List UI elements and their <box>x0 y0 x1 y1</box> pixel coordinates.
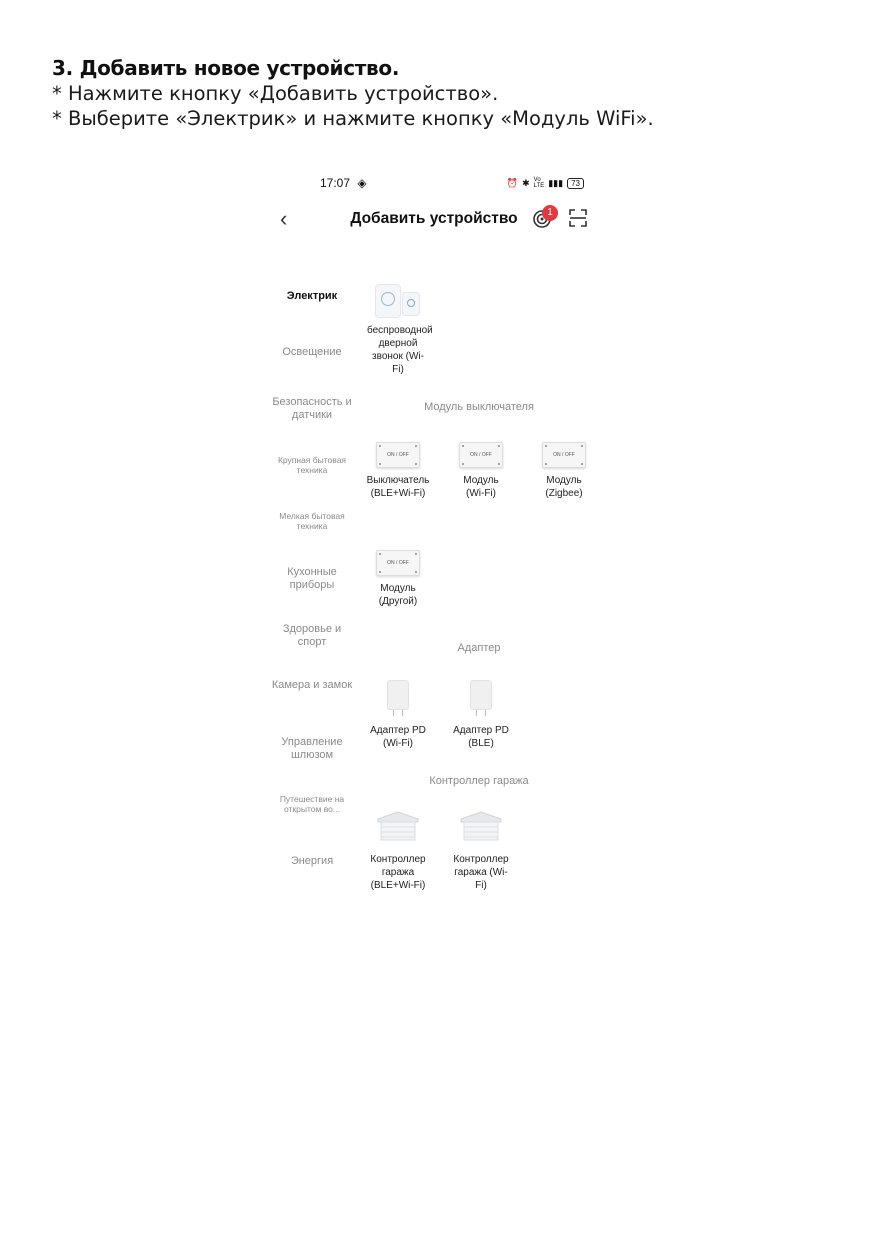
device-adapter-pd-ble[interactable] <box>441 678 521 750</box>
device-switch-ble-wifi[interactable] <box>358 436 438 500</box>
volte-icon: Vo LTE <box>533 177 545 189</box>
sidebar-item-camera[interactable]: Камера и замок <box>271 679 353 691</box>
sidebar-item-gateway[interactable]: Управление шлюзом <box>281 736 343 761</box>
notification-badge: 1 <box>542 205 558 221</box>
device-garage-ble-wifi[interactable] <box>358 810 438 892</box>
battery-indicator: 73 <box>567 178 584 189</box>
section-adapter: Адаптер <box>457 642 501 654</box>
status-app-icon: ◈ <box>357 176 367 190</box>
sidebar-item-small-appliances[interactable]: Мелкая бытовая техника <box>279 511 345 531</box>
sidebar-item-health[interactable]: Здоровье и спорт <box>282 623 342 648</box>
instruction-line-2: * Выберите «Электрик» и нажмите кнопку «Модуль WiFi». <box>52 107 654 130</box>
device-module-wifi[interactable] <box>441 436 521 500</box>
section-switch-module: Модуль выключателя <box>424 401 534 413</box>
sidebar-item-outdoor[interactable]: Путешествие на открытом во... <box>279 794 345 814</box>
bluetooth-icon: ✱ <box>522 177 530 188</box>
module-image: ON / OFF <box>542 442 586 468</box>
section-garage-controller: Контроллер гаража <box>429 775 529 787</box>
sidebar-item-kitchen[interactable]: Кухонные приборы <box>287 566 337 591</box>
adapter-image <box>387 680 409 710</box>
device-label: Адаптер PD (Wi-Fi) <box>370 725 426 749</box>
device-doorbell[interactable] <box>358 284 438 376</box>
adapter-image <box>470 680 492 710</box>
device-label: Адаптер PD (BLE) <box>453 725 509 749</box>
garage-image <box>459 810 503 842</box>
device-label: Модуль (Другой) <box>378 583 418 607</box>
signal-icon: ▮▮▮ <box>548 177 564 188</box>
module-image: ON / OFF <box>376 550 420 576</box>
sidebar-item-electric[interactable]: Электрик <box>286 290 338 302</box>
module-image: ON / OFF <box>376 442 420 468</box>
instructions <box>52 56 832 131</box>
instruction-heading: 3. Добавить новое устройство. <box>52 56 400 80</box>
sidebar-item-security[interactable]: Безопасность и датчики <box>272 396 352 421</box>
phone-screenshot <box>268 168 600 920</box>
page-title: Добавить устройство <box>350 210 518 227</box>
alarm-icon: ⏰ <box>506 177 519 188</box>
device-garage-wifi[interactable] <box>441 810 521 892</box>
garage-image <box>376 810 420 842</box>
device-label: Контроллер гаража (BLE+Wi-Fi) <box>370 854 426 891</box>
device-module-other[interactable] <box>358 544 438 608</box>
sidebar-item-energy[interactable]: Энергия <box>290 855 334 867</box>
sidebar-item-large-appliances[interactable]: Крупная бытовая техника <box>277 455 347 475</box>
device-adapter-pd-wifi[interactable] <box>358 678 438 750</box>
device-label: Контроллер гаража (Wi-Fi) <box>453 854 509 891</box>
device-label: Модуль (Zigbee) <box>545 475 583 499</box>
device-label: беспроводной дверной звонок (Wi-Fi) <box>367 325 433 375</box>
doorbell-image <box>375 284 421 318</box>
scan-icon[interactable] <box>569 209 587 227</box>
device-label: Модуль (Wi-Fi) <box>463 475 499 499</box>
status-icons <box>507 177 584 189</box>
back-button[interactable]: ‹ <box>280 206 288 231</box>
device-module-zigbee[interactable] <box>524 436 600 500</box>
status-time: 17:07 <box>320 176 351 190</box>
sidebar-item-lighting[interactable]: Освещение <box>282 346 342 358</box>
device-label: Выключатель (BLE+Wi-Fi) <box>366 475 430 499</box>
status-bar <box>320 176 367 190</box>
module-image: ON / OFF <box>459 442 503 468</box>
instruction-line-1: * Нажмите кнопку «Добавить устройство». <box>52 82 499 105</box>
